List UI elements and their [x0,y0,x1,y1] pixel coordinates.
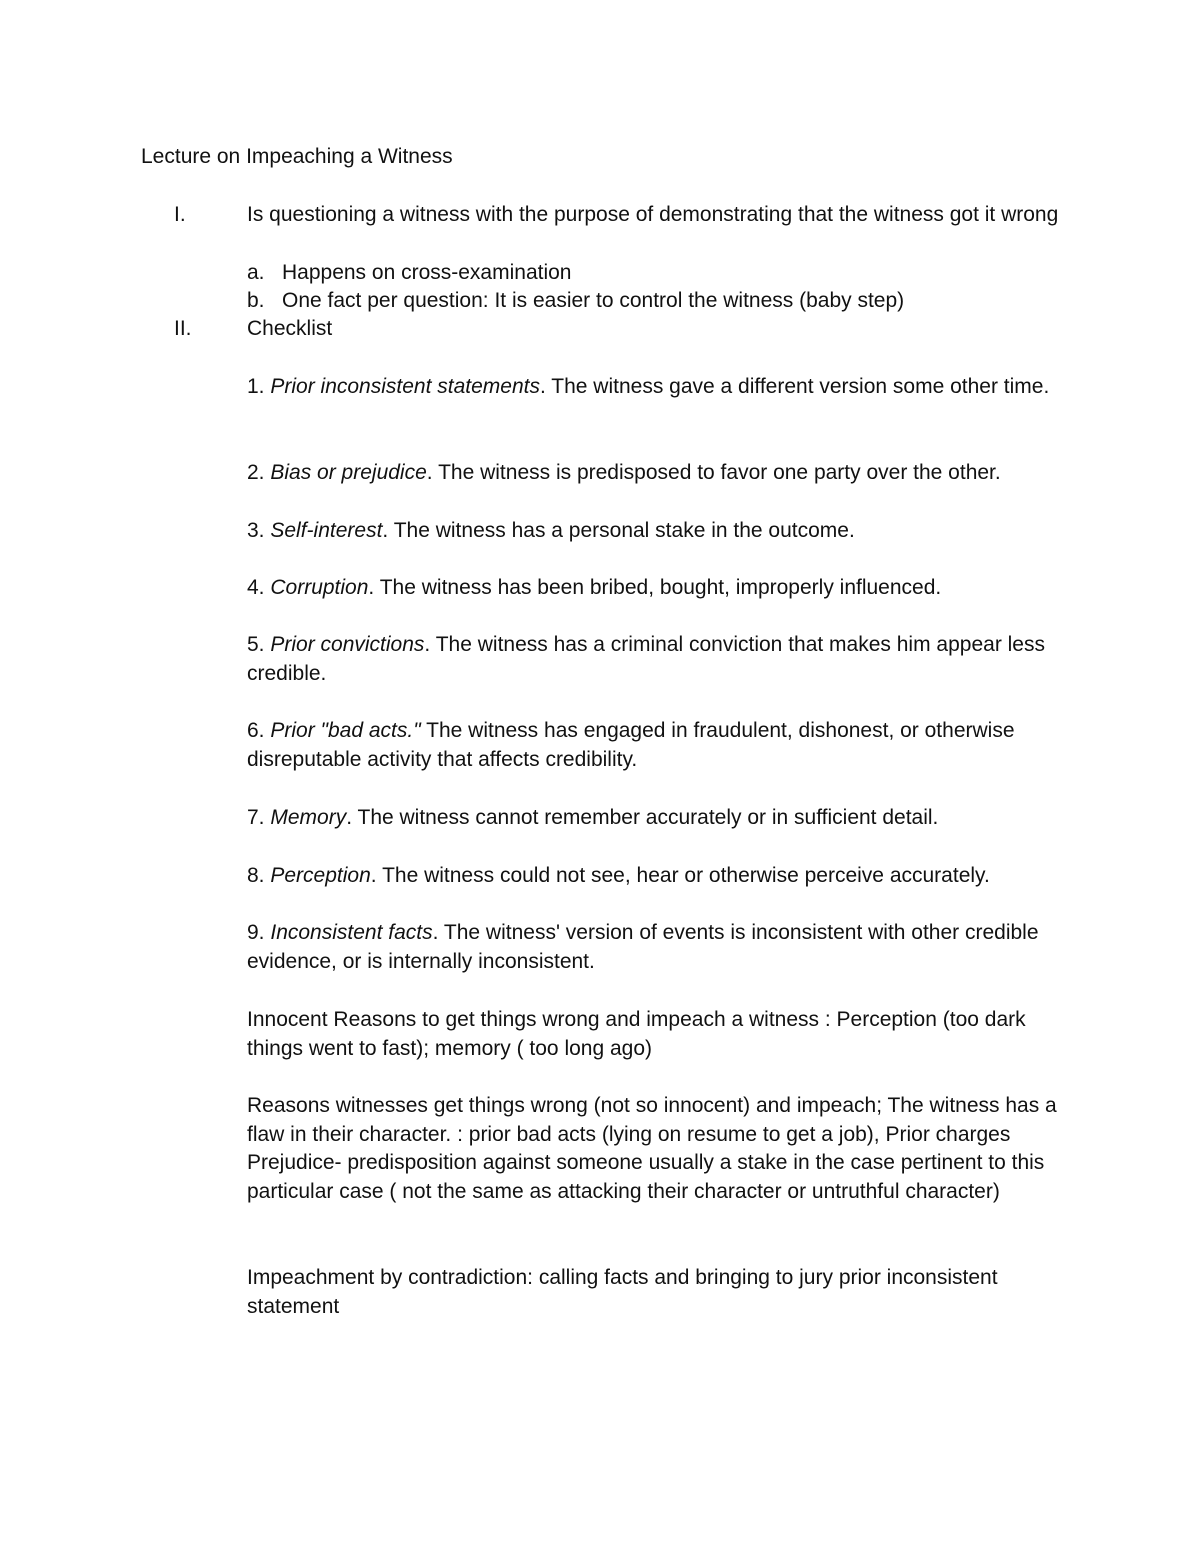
checklist-number: 9. [247,921,265,944]
checklist-item: 7. Memory. The witness cannot remember accurately or in sufficient detail. [247,806,939,829]
checklist-description: The witness gave a different version some other time. [551,375,1050,398]
checklist-term: Inconsistent facts [270,921,433,944]
checklist-item: 2. Bias or prejudice. The witness is predisposed to favor one party over the other. [247,461,1001,484]
checklist-description: The witness has a criminal conviction that makes him appear less credible. [247,633,1045,685]
checklist-item: 5. Prior convictions. The witness has a criminal conviction that makes him appear less credible. [247,633,1045,685]
checklist-item: 9. Inconsistent facts. The witness' version of events is inconsistent with other credible evidence, or is internally inconsistent. [247,921,1039,973]
checklist-description: The witness' version of events is inconsistent with other credible evidence, or is internally inconsistent. [247,921,1039,973]
note-paragraph: Impeachment by contradiction: calling facts and bringing to jury prior inconsistent statement [247,1266,998,1318]
note-paragraph: Innocent Reasons to get things wrong and impeach a witness : Perception (too dark things went to fast); memory ( too long ago) [247,1008,1026,1060]
outline-marker-2: II. [174,317,192,340]
outline-sub-marker-b: b. [247,289,265,312]
checklist-term: Bias or prejudice [270,461,427,484]
checklist-term: Prior convictions [270,633,425,656]
note-paragraph: Reasons witnesses get things wrong (not so innocent) and impeach; The witness has a flaw in their character. : prior bad acts (lying on resume to get a job), Prior charges Prejudice- predisposition against someone usually a stake in the case pertinent to this particular case ( not the same as attacking their character or untruthful character) [247,1094,1057,1203]
checklist-number: 7. [247,806,265,829]
checklist-term: Memory [270,806,347,829]
checklist-term: Prior "bad acts." [270,719,421,742]
checklist-item [247,717,1062,774]
checklist-description: The witness has been bribed, bought, improperly influenced. [379,576,942,599]
checklist-number: 2. [247,461,265,484]
checklist-term: Perception [270,864,371,887]
checklist-description: The witness is predisposed to favor one party over the other. [438,461,1001,484]
checklist-item: 1. Prior inconsistent statements. The witness gave a different version some other time. [247,375,1050,398]
outline-sub-item-b: One fact per question: It is easier to control the witness (baby step) [282,289,905,312]
checklist-number: 4. [247,576,265,599]
document-title: Lecture on Impeaching a Witness [141,145,453,168]
checklist-description: The witness has a personal stake in the outcome. [393,519,855,542]
checklist-term: Prior inconsistent statements [270,375,540,398]
outline-sub-marker-a: a. [247,261,265,284]
checklist-number: 3. [247,519,265,542]
checklist-number: 5. [247,633,265,656]
outline-item-2: Checklist [247,317,333,340]
checklist-number: 1. [247,375,265,398]
checklist-item: 8. Perception. The witness could not see, hear or otherwise perceive accurately. [247,864,990,887]
checklist-description: The witness cannot remember accurately or in sufficient detail. [357,806,939,829]
checklist-term: Corruption [270,576,369,599]
checklist-description: The witness could not see, hear or otherwise perceive accurately. [382,864,990,887]
checklist-number: 6. [247,719,265,742]
checklist-item: 3. Self-interest. The witness has a personal stake in the outcome. [247,519,855,542]
outline-marker-1: I. [174,203,186,226]
checklist-item: 4. Corruption. The witness has been bribed, bought, improperly influenced. [247,576,942,599]
outline-item-1: Is questioning a witness with the purpose of demonstrating that the witness got it wrong [247,203,1059,226]
checklist-number: 8. [247,864,265,887]
checklist-description: The witness has engaged in fraudulent, dishonest, or otherwise disreputable activity that affects credibility. [247,719,1015,771]
checklist-term: Self-interest [270,519,383,542]
outline-sub-item-a: Happens on cross-examination [282,261,572,284]
